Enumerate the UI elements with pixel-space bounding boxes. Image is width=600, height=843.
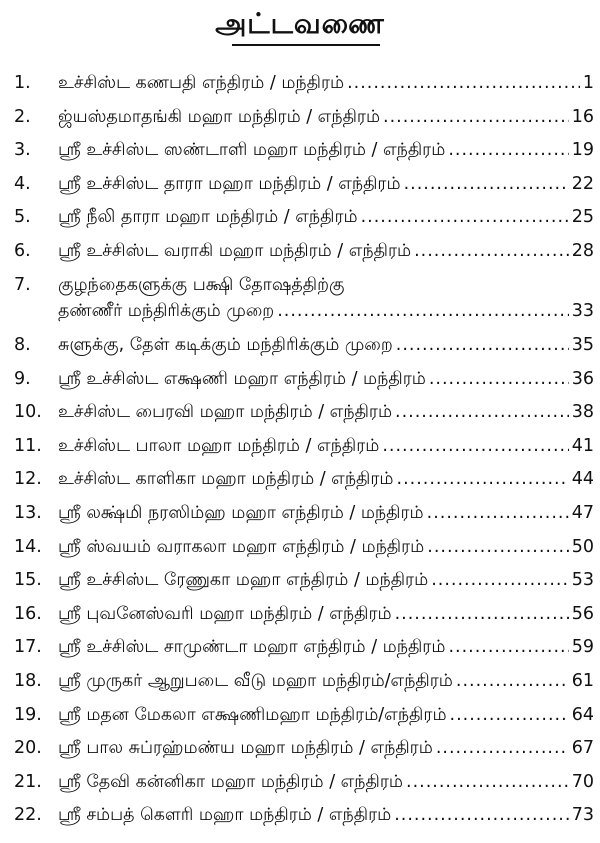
entry-page-number: 16 [571, 106, 594, 127]
dot-leader [427, 534, 568, 560]
entry-number: 8. [14, 335, 31, 356]
entry-page-number: 61 [571, 671, 594, 692]
dot-leader [395, 399, 569, 425]
entry-title: ஸ்ரீ புவனேஸ்வரி மஹா மந்திரம் / எந்திரம் [58, 603, 392, 624]
entry-line-continued [58, 298, 594, 324]
entry-title: ஸ்ரீ பால சுப்ரஹ்மண்ய மஹா மந்திரம் / எந்திரம் [58, 738, 433, 759]
entry-title: ஸ்ரீ உச்சிஸ்ட வராகி மஹா மந்திரம் / எந்திரம் [58, 241, 412, 261]
dot-leader [347, 70, 580, 96]
entry-number: 13. [14, 503, 42, 524]
entry-line [58, 433, 594, 459]
entry-number: 15. [14, 570, 42, 591]
entry-title: உச்சிஸ்ட பாலா மஹா மந்திரம் / எந்திரம் [58, 435, 380, 456]
entry-number: 16. [14, 603, 42, 624]
dot-leader [436, 735, 569, 761]
entry-number: 14. [14, 536, 42, 557]
dot-leader [448, 137, 568, 163]
entry-title: உச்சிஸ்ட கணபதி எந்திரம் / மந்திரம் [58, 73, 345, 93]
entry-page-number: 41 [571, 435, 594, 456]
entry-line [58, 238, 594, 264]
entry-title: ஸ்ரீ சம்பத் கௌரி மஹா மந்திரம் / எந்திரம் [58, 805, 392, 826]
entry-title: ஸ்ரீ உச்சிஸ்ட ரேணுகா மஹா எந்திரம் / மந்திரம் [58, 570, 429, 591]
entry-number: 17. [14, 637, 42, 658]
dot-leader [404, 171, 569, 197]
entry-line [58, 366, 594, 392]
entry-title: ஸ்ரீ முருகர் ஆறுபடை வீடு மஹா மந்திரம்/எந்திரம் [58, 671, 453, 692]
entry-line [58, 399, 594, 425]
entry-title: உச்சிஸ்ட காளிகா மஹா மந்திரம் / எந்திரம் [58, 469, 394, 490]
entry-title: ஸ்ரீ நீலி தாரா மஹா மந்திரம் / எந்திரம் [58, 207, 358, 228]
entry-number: 6. [14, 241, 31, 261]
entry-number: 10. [14, 402, 42, 423]
entry-line [58, 702, 594, 728]
entry-page-number: 38 [571, 402, 594, 423]
entry-page-number: 50 [571, 536, 594, 557]
entry-title: ஸ்ரீ உச்சிஸ்ட ஸண்டாளி மஹா மந்திரம் / எந்திரம் [58, 140, 446, 161]
entry-number: 4. [14, 173, 31, 194]
dot-leader [448, 634, 568, 660]
entry-line [58, 567, 594, 593]
entry-title: ஸ்ரீ ஸ்வயம் வராகலா மஹா எந்திரம் / மந்திரம் [58, 536, 425, 557]
dot-leader [395, 601, 569, 627]
entry-number: 5. [14, 207, 31, 228]
entry-title: ஸ்ரீ உச்சிஸ்ட சாமுண்டா மஹா எந்திரம் / மந்திரம் [58, 637, 446, 658]
entry-title: ஜ்யஸ்தமாதங்கி மஹா மந்திரம் / எந்திரம் [58, 106, 381, 127]
entry-line [58, 171, 594, 197]
entry-line [58, 332, 594, 358]
entry-line [58, 104, 594, 130]
entry-line [58, 204, 594, 230]
entry-page-number: 35 [571, 335, 594, 356]
entry-number: 9. [14, 368, 31, 389]
entry-page-number: 36 [571, 368, 594, 389]
entry-page-number: 33 [571, 300, 594, 321]
dot-leader [383, 104, 569, 130]
entry-page-number: 56 [571, 603, 594, 624]
entry-page-number: 67 [571, 738, 594, 759]
entry-number: 18. [14, 671, 42, 692]
entry-number: 3. [14, 140, 31, 161]
entry-page-number: 70 [571, 771, 594, 792]
entry-number: 19. [14, 704, 42, 725]
entry-number: 1. [14, 73, 31, 93]
entry-line [58, 500, 594, 526]
entry-line [58, 534, 594, 560]
dot-leader [397, 466, 569, 492]
entry-number: 22. [14, 805, 42, 826]
entry-title: ஸ்ரீ உச்சிஸ்ட தாரா மஹா மந்திரம் / எந்திரம் [58, 173, 401, 194]
dot-leader [396, 332, 569, 358]
entry-line [58, 668, 594, 694]
dot-leader [429, 366, 569, 392]
entry-page-number: 64 [571, 704, 594, 725]
dot-leader [406, 769, 569, 795]
entry-title: சுளுக்கு, தேள் கடிக்கும் மந்திரிக்கும் முறை [58, 335, 393, 356]
dot-leader [277, 298, 568, 324]
entry-page-number: 47 [571, 503, 594, 524]
entry-page-number: 25 [571, 207, 594, 228]
entry-page-number: 28 [571, 241, 594, 261]
entry-line [58, 272, 594, 298]
entry-title: உச்சிஸ்ட பைரவி மஹா மந்திரம் / எந்திரம் [58, 402, 393, 423]
entry-page-number: 19 [571, 140, 594, 161]
entry-title-continued: தண்ணீர் மந்திரிக்கும் முறை [58, 300, 275, 321]
entry-line [58, 802, 594, 828]
page-title: அட்டவணை [215, 7, 385, 40]
entry-number: 7. [14, 274, 31, 295]
entry-title: ஸ்ரீ லக்ஷ்மி நரஸிம்ஹ மஹா எந்திரம் / மந்திரம் [58, 503, 424, 524]
entry-page-number: 1 [582, 73, 594, 93]
entry-line [58, 466, 594, 492]
entry-title: ஸ்ரீ உச்சிஸ்ட எக்ஷணி மஹா எந்திரம் / மந்திரம் [58, 368, 426, 389]
entry-line [58, 70, 594, 96]
entry-page-number: 73 [571, 805, 594, 826]
entry-line [58, 137, 594, 163]
dot-leader [450, 702, 569, 728]
entry-page-number: 22 [571, 173, 594, 194]
title-underline [232, 44, 380, 46]
entry-title: ஸ்ரீ தேவி கன்னிகா மஹா மந்திரம் / எந்திரம் [58, 771, 403, 792]
dot-leader [456, 668, 569, 694]
dot-leader [394, 802, 569, 828]
entry-line [58, 601, 594, 627]
entry-line [58, 634, 594, 660]
entry-number: 12. [14, 469, 42, 490]
entry-line [58, 735, 594, 761]
dot-leader [414, 238, 569, 264]
entry-page-number: 59 [571, 637, 594, 658]
dot-leader [361, 204, 569, 230]
entry-page-number: 53 [571, 570, 594, 591]
entry-number: 21. [14, 771, 42, 792]
dot-leader [382, 433, 568, 459]
entry-title: குழந்தைகளுக்கு பக்ஷி தோஷத்திற்கு [58, 274, 345, 295]
entry-page-number: 44 [571, 469, 594, 490]
entry-title: ஸ்ரீ மதன மேகலா எக்ஷணிமஹா மந்திரம்/எந்திரம் [58, 704, 447, 725]
entry-number: 2. [14, 106, 31, 127]
dot-leader [427, 500, 569, 526]
entry-line [58, 769, 594, 795]
entry-number: 20. [14, 738, 42, 759]
entry-number: 11. [14, 435, 42, 456]
dot-leader [431, 567, 569, 593]
